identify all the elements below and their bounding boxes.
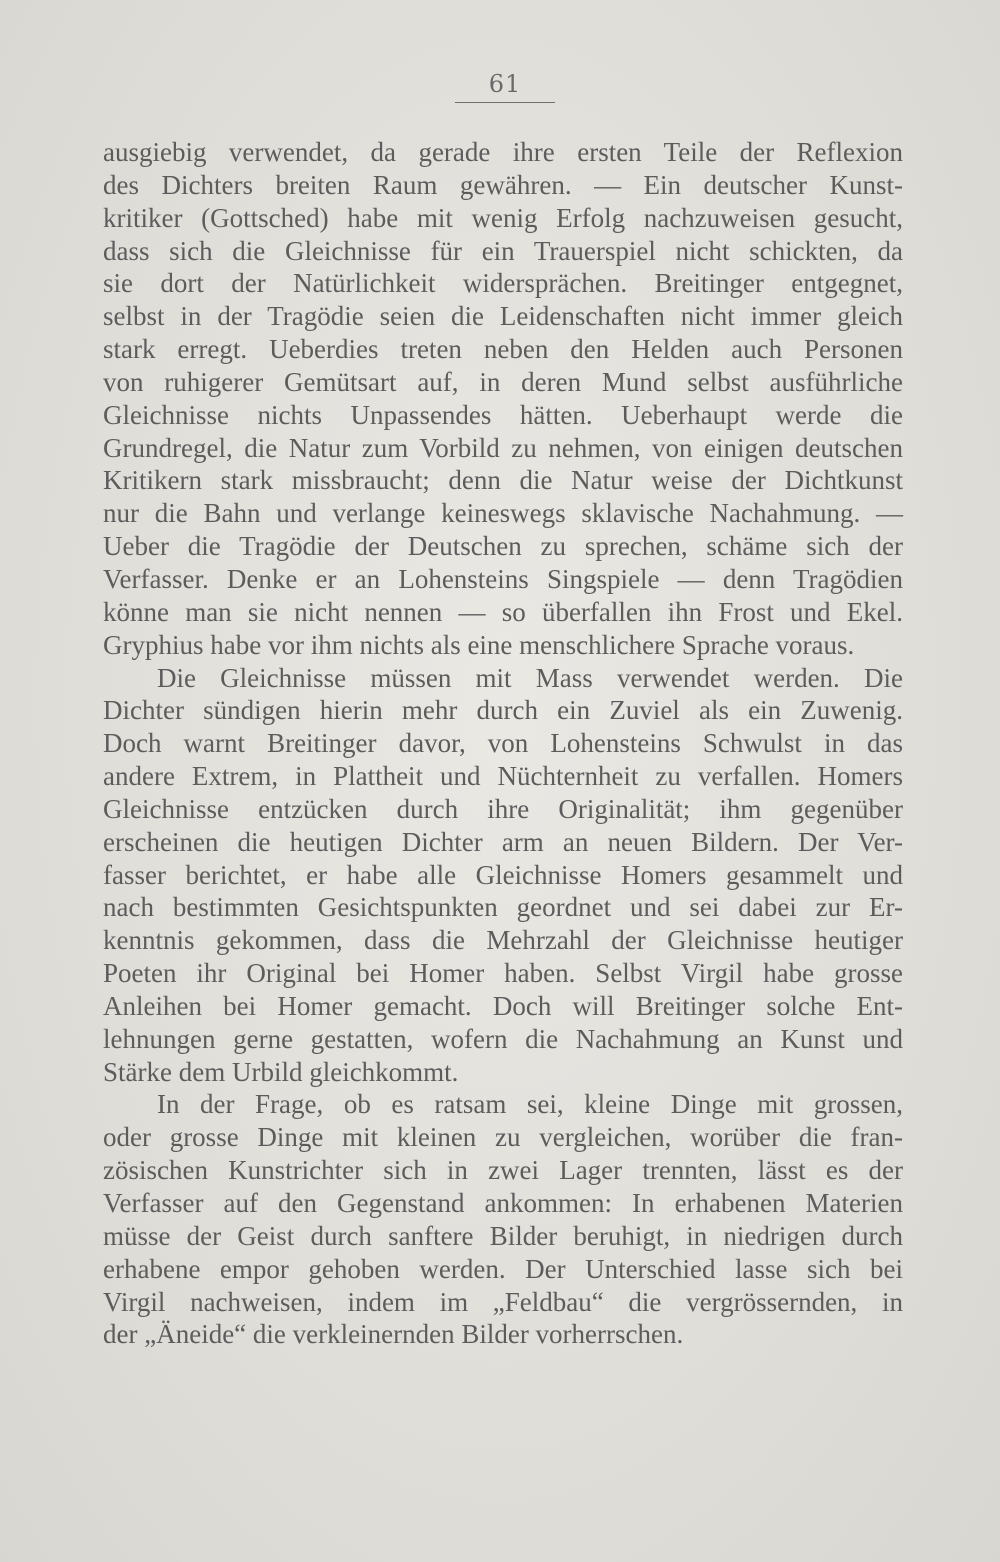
- page-number-rule: [455, 102, 555, 103]
- text-line: von ruhigerer Gemütsart auf, in deren Mund selbst ausführliche: [103, 366, 903, 397]
- text-line: erscheinen die heutigen Dichter arm an neuen Bildern. Der Ver-: [103, 826, 903, 857]
- text-line: Die Gleichnisse müssen mit Mass verwendet werden. Die: [157, 662, 903, 693]
- text-line: Stärke dem Urbild gleichkommt.: [103, 1056, 459, 1087]
- text-line: ausgiebig verwendet, da gerade ihre ersten Teile der Reflexion: [103, 137, 903, 167]
- text-line: des Dichters breiten Raum gewähren. — Ein deutscher Kunst-: [103, 169, 903, 200]
- text-line: oder grosse Dinge mit kleinen zu vergleichen, worüber die fran-: [103, 1122, 903, 1153]
- text-line: Grundregel, die Natur zum Vorbild zu nehmen, von einigen deutschen: [103, 432, 903, 463]
- text-line: andere Extrem, in Plattheit und Nüchternheit zu verfallen. Homers: [103, 761, 903, 792]
- text-line: kenntnis gekommen, dass die Mehrzahl der Gleichnisse heutiger: [103, 925, 903, 956]
- text-line: Kritikern stark missbraucht; denn die Natur weise der Dichtkunst: [103, 465, 903, 496]
- page-number: 61: [488, 70, 522, 98]
- text-line: In der Frage, ob es ratsam sei, kleine Dinge mit grossen,: [157, 1089, 903, 1120]
- text-line: sie dort der Natürlichkeit widersprächen. Breitinger entgegnet,: [103, 268, 903, 299]
- text-line: Ueber die Tragödie der Deutschen zu sprechen, schäme sich der: [103, 531, 903, 562]
- text-line: nach bestimmten Gesichtspunkten geordnet und sei dabei zur Er-: [103, 892, 903, 923]
- text-line: Verfasser. Denke er an Lohensteins Singspiele — denn Tragödien: [103, 563, 903, 594]
- text-line: Gleichnisse nichts Unpassendes hätten. Ueberhaupt werde die: [103, 399, 903, 430]
- body-text: [103, 136, 903, 1351]
- text-line: Anleihen bei Homer gemacht. Doch will Breitinger solche Ent-: [103, 990, 903, 1021]
- text-line: Virgil nachweisen, indem im „Feldbau“ die vergrössernden, in: [103, 1286, 903, 1317]
- text-line: Doch warnt Breitinger davor, von Lohensteins Schwulst in das: [103, 728, 903, 759]
- text-line: Verfasser auf den Gegenstand ankommen: In erhabenen Materien: [103, 1188, 903, 1218]
- text-line: könne man sie nicht nennen — so überfallen ihn Frost und Ekel.: [103, 596, 903, 627]
- text-line: Gryphius habe vor ihm nichts als eine menschlichere Sprache voraus.: [103, 629, 855, 660]
- text-line: müsse der Geist durch sanftere Bilder beruhigt, in niedrigen durch: [103, 1220, 903, 1251]
- text-line: der „Äneide“ die verkleinernden Bilder vorherrschen.: [103, 1319, 684, 1350]
- text-line: selbst in der Tragödie seien die Leidenschaften nicht immer gleich: [103, 301, 903, 332]
- text-line: fasser berichtet, er habe alle Gleichnisse Homers gesammelt und: [103, 859, 903, 890]
- text-line: nur die Bahn und verlange keineswegs sklavische Nachahmung. —: [103, 498, 903, 529]
- text-line: Dichter sündigen hierin mehr durch ein Zuviel als ein Zuwenig.: [103, 695, 903, 726]
- text-line: stark erregt. Ueberdies treten neben den Helden auch Personen: [103, 334, 903, 365]
- text-line: kritiker (Gottsched) habe mit wenig Erfolg nachzuweisen gesucht,: [103, 202, 903, 233]
- text-line: lehnungen gerne gestatten, wofern die Nachahmung an Kunst und: [103, 1023, 903, 1054]
- text-line: dass sich die Gleichnisse für ein Trauerspiel nicht schickten, da: [103, 235, 903, 266]
- text-line: erhabene empor gehoben werden. Der Unterschied lasse sich bei: [103, 1253, 903, 1284]
- text-line: Poeten ihr Original bei Homer haben. Selbst Virgil habe grosse: [103, 958, 903, 989]
- text-line: zösischen Kunstrichter sich in zwei Lager trennten, lässt es der: [103, 1155, 903, 1186]
- text-line: Gleichnisse entzücken durch ihre Originalität; ihm gegenüber: [103, 793, 903, 824]
